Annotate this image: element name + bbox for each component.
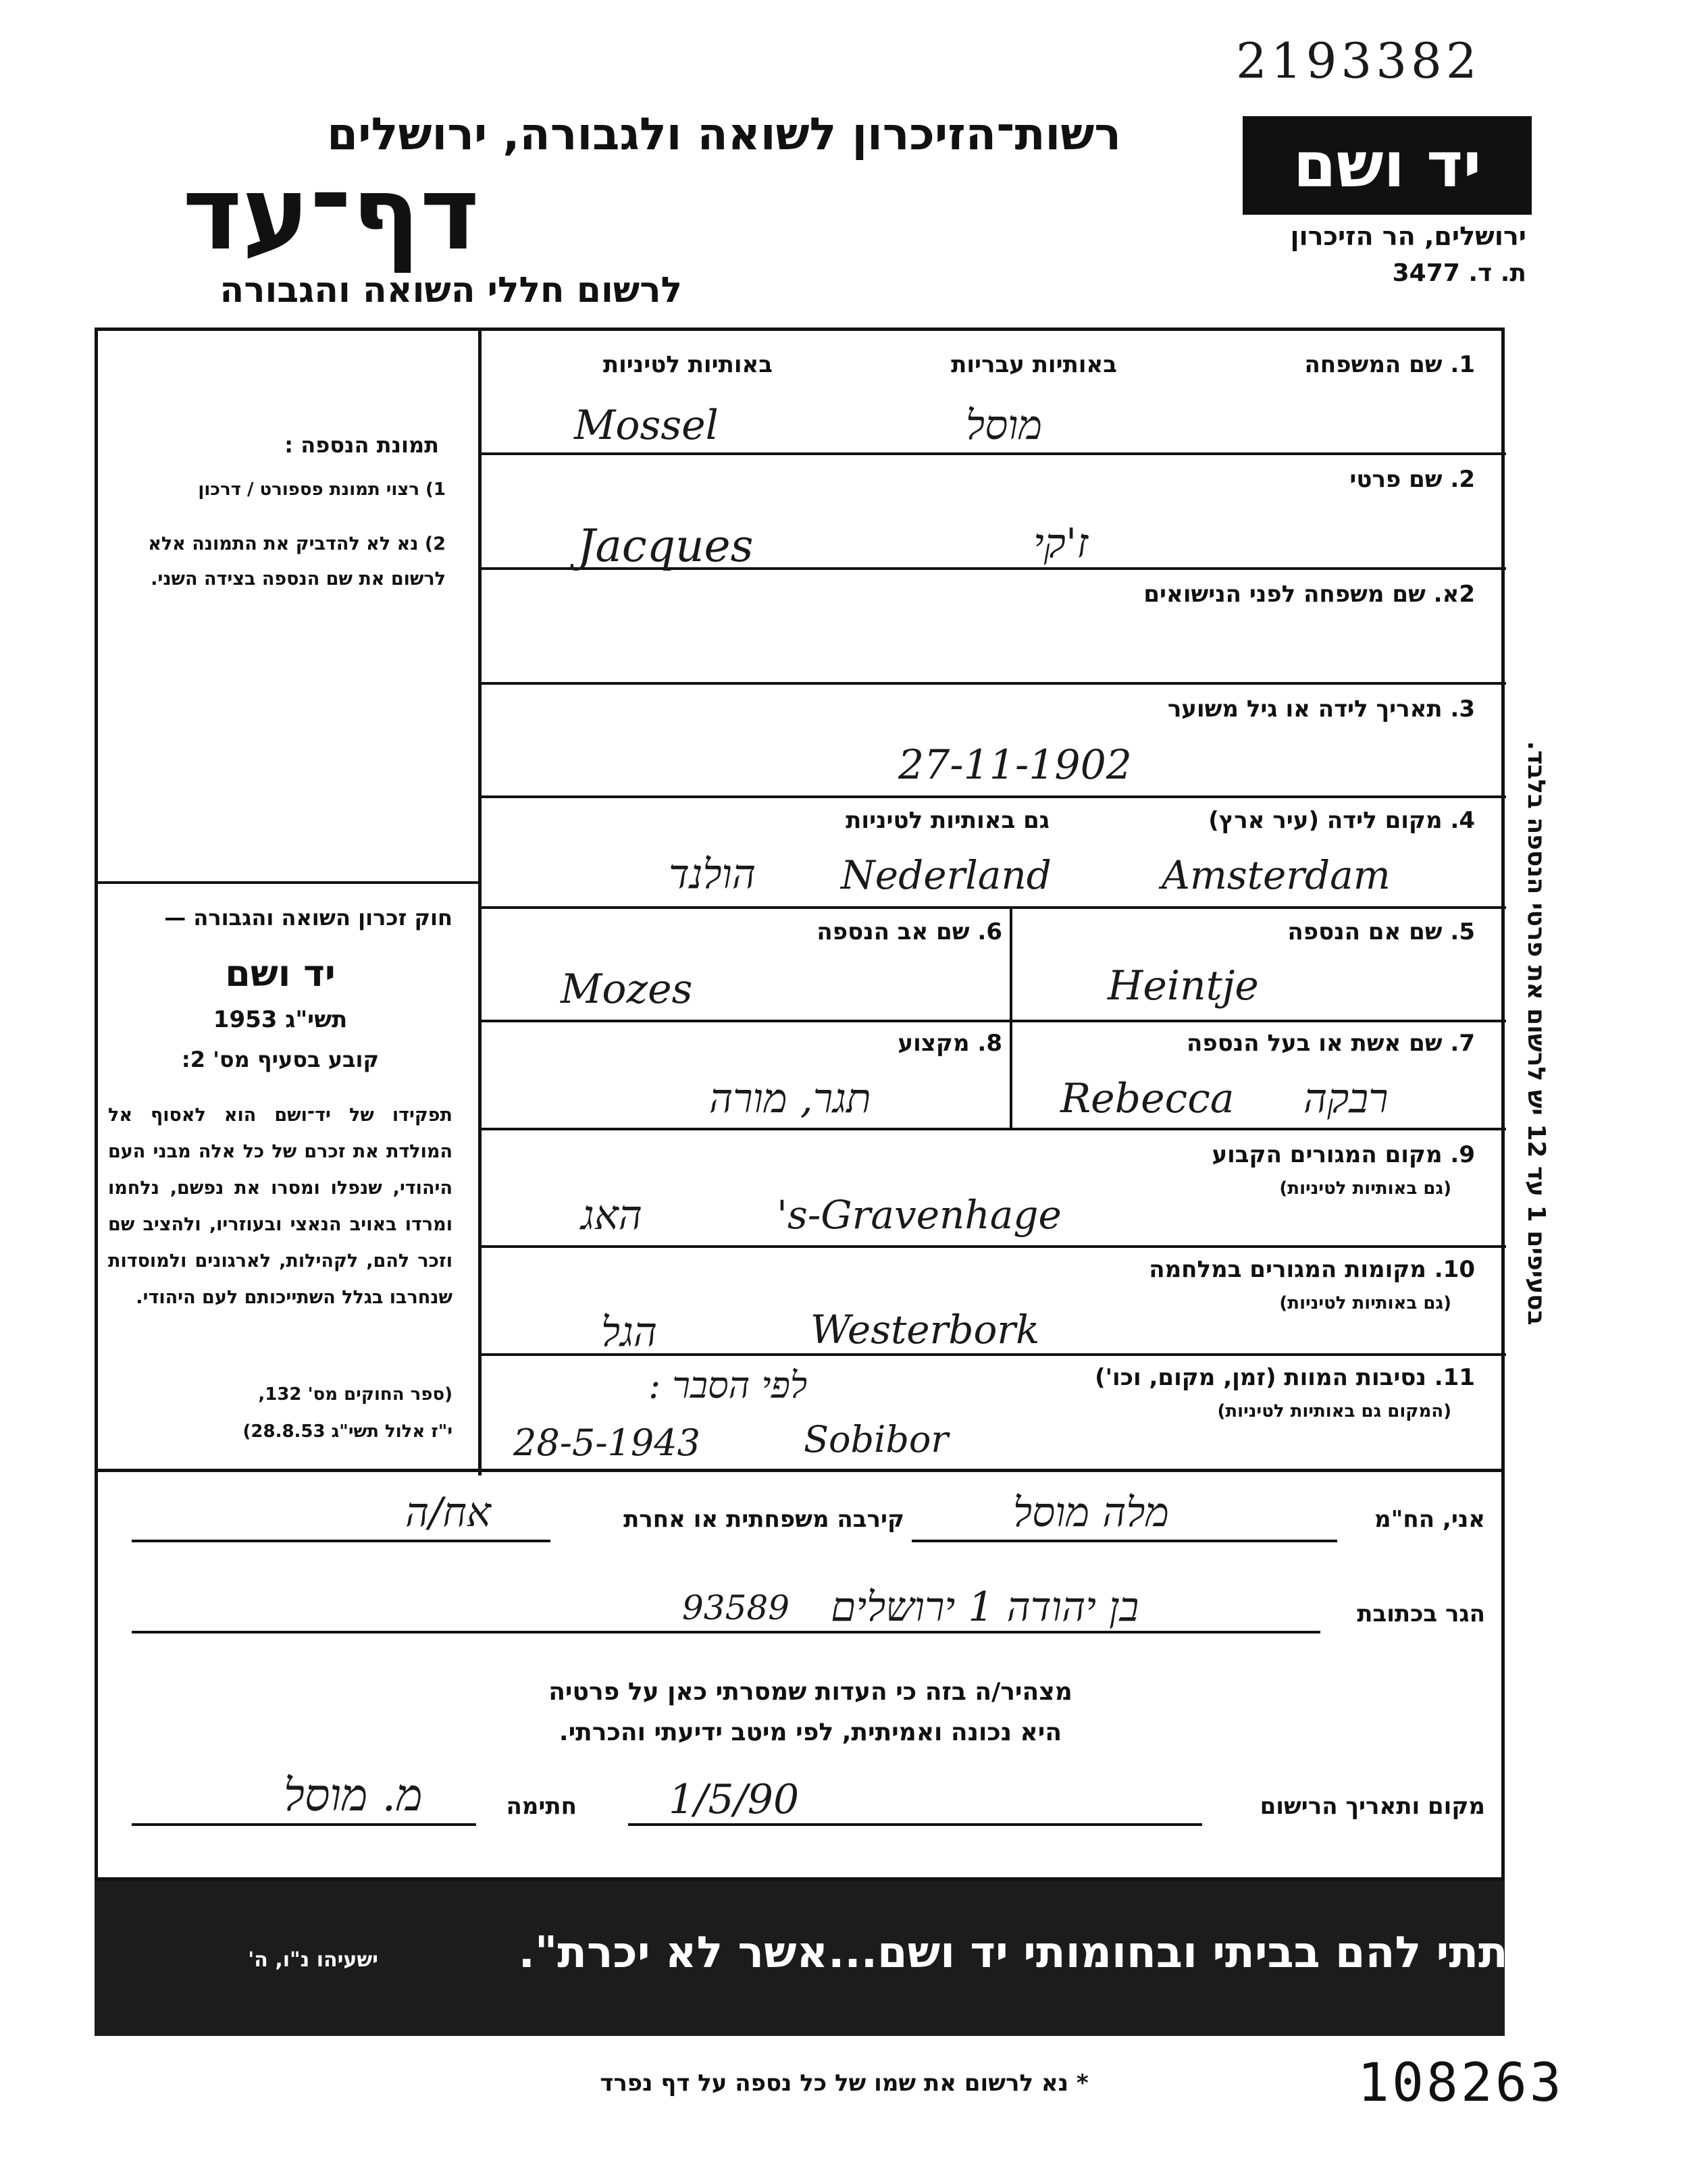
declaration-relation-line: [132, 1540, 550, 1542]
field-1-label: 1. שם המשפחה: [1304, 351, 1475, 378]
field-2-label: 2. שם פרטי: [1349, 466, 1475, 493]
row-line: [480, 1128, 1506, 1130]
field-11-place-value[interactable]: Sobibor: [804, 1418, 949, 1461]
field-4-city-value[interactable]: Amsterdam: [1162, 852, 1391, 898]
field-1-hebrew-col: באותיות עבריות: [951, 351, 1117, 378]
field-5-value[interactable]: Heintje: [1108, 962, 1259, 1010]
field-5-label: 5. שם אם הנספה: [1287, 918, 1475, 945]
column-divider: [478, 328, 482, 1475]
declaration-address-line: [132, 1631, 1320, 1633]
field-2-hebrew-value[interactable]: ז'קי: [1033, 520, 1089, 567]
stamp-number: 108263: [1357, 2053, 1564, 2114]
declaration-statement-1: מצהיר/ה בזה כי העדות שמסרתי כאן על פרטיה: [548, 1678, 1072, 1706]
declaration-relation-value[interactable]: אח/ה: [405, 1489, 491, 1536]
declaration-i-label: אני, הח"מ: [1374, 1506, 1485, 1533]
row-line: [480, 1020, 1506, 1022]
field-3-label: 3. תאריך לידה או גיל משוער: [1167, 696, 1475, 723]
field-6-label: 6. שם אב הנספה: [817, 918, 1002, 945]
field-2-latin-value[interactable]: Jacques: [577, 520, 754, 572]
signature-value[interactable]: מ. מוסל: [284, 1769, 423, 1821]
field-3-value[interactable]: 27-11-1902: [898, 741, 1132, 789]
quote-banner: [95, 1881, 1614, 2036]
row-line: [480, 452, 1506, 455]
field-4-label: 4. מקום לידה (עיר ארץ): [1208, 807, 1475, 834]
field-7-hebrew-value[interactable]: רבקה: [1303, 1075, 1389, 1122]
footer-note: * נא לרשום את שמו של כל נספה על דף נפרד: [600, 2070, 1089, 2097]
signature-line: [132, 1823, 476, 1826]
field-6-value[interactable]: Mozes: [561, 966, 693, 1013]
row-line: [480, 1245, 1506, 1248]
field-4-hebrew-value[interactable]: הולנד: [669, 851, 756, 898]
field-7-label: 7. שם אשת או בעל הנספה: [1187, 1030, 1475, 1057]
place-date-line: [628, 1823, 1202, 1826]
field-7-latin-value[interactable]: Rebecca: [1060, 1075, 1235, 1122]
declaration-address-value[interactable]: בן יהודה 1 ירושלים: [831, 1584, 1139, 1631]
logo-text: יד ושם: [1293, 129, 1482, 201]
law-section: קובע בסעיף מס' 2:: [181, 1047, 380, 1072]
field-11-date-value[interactable]: 28-5-1943: [513, 1421, 700, 1464]
field-2a-label: 2א. שם משפחה לפני הנישואים: [1143, 581, 1475, 608]
photo-box-item-2: 2) נא לא להדביק את התמונה אלא לרשום את שם הנספה בצידה השני.: [148, 533, 446, 590]
field-11-note-value[interactable]: לפי הסבר :: [648, 1364, 808, 1407]
authority-title: רשות־הזיכרון לשואה ולגבורה, ירושלים: [327, 108, 1121, 160]
field-9-hebrew-value[interactable]: האג: [581, 1192, 642, 1239]
side-note: בסעיפים 1 עד 12 יש לרשום את פרטי הנספה בלבד.: [1522, 741, 1550, 1326]
page-subtitle: לרשום חללי השואה והגבורה: [219, 270, 682, 311]
law-ref-2: י"ז אלול תשי"ג 28.8.53): [242, 1421, 452, 1442]
place-date-value[interactable]: 1/5/90: [669, 1776, 800, 1823]
declaration-zip-value[interactable]: 93589: [682, 1588, 790, 1627]
field-9-latin-value[interactable]: 's-Gravenhage: [777, 1192, 1062, 1238]
form-number: 2193382: [1236, 32, 1481, 89]
field-1-latin-value[interactable]: Mossel: [574, 402, 719, 449]
law-year: תשי"ג 1953: [213, 1006, 348, 1033]
declaration-i-line: [912, 1540, 1337, 1542]
row-line: [480, 682, 1506, 685]
field-10-hint: (גם באותיות לטיניות): [1279, 1293, 1451, 1313]
photo-box-item-1: 1) רצוי תמונת פספורט / דרכון: [198, 479, 446, 500]
yad-vashem-logo: [1243, 116, 1532, 215]
field-10-hebrew-value[interactable]: הגל: [601, 1309, 658, 1356]
field-8-value[interactable]: תגר, מורה: [709, 1075, 871, 1122]
row-split: [1010, 906, 1012, 1128]
field-10-latin-value[interactable]: Westerbork: [810, 1307, 1040, 1353]
field-9-label: 9. מקום המגורים הקבוע: [1212, 1141, 1475, 1168]
field-8-label: 8. מקצוע: [898, 1030, 1002, 1057]
declaration-i-value[interactable]: מלה מוסל: [1013, 1489, 1169, 1536]
law-heading: חוק זכרון השואה והגבורה —: [164, 905, 452, 931]
declaration-address-label: הגר בכתובת: [1357, 1600, 1485, 1627]
row-line: [480, 795, 1506, 798]
address-line-1: ירושלים, הר הזיכרון: [1290, 221, 1526, 251]
field-10-label: 10. מקומות המגורים במלחמה: [1149, 1256, 1475, 1283]
section-divider: [95, 1469, 1505, 1472]
row-line: [480, 906, 1506, 909]
left-box-divider: [95, 881, 480, 884]
banner-quote: "...ונתתי להם בביתי ובחומותי יד ושם...אשר לא יכרת".: [518, 1928, 1614, 1978]
law-ref-1: (ספר החוקים מס' 132,: [258, 1384, 452, 1405]
place-date-label: מקום ותאריך הרישום: [1260, 1793, 1485, 1820]
field-4-latin-hint: גם באותיות לטיניות: [846, 807, 1050, 834]
law-name: יד ושם: [225, 952, 336, 995]
signature-label: חתימה: [506, 1793, 577, 1820]
declaration-statement-2: היא נכונה ואמיתית, לפי מיטב ידיעתי והכרתי.: [559, 1719, 1062, 1746]
page-title: דף־עד: [182, 155, 480, 273]
field-4-country-value[interactable]: Nederland: [841, 852, 1052, 898]
banner-source: ישעיהו נ"ו, ה': [248, 1948, 378, 1972]
field-1-latin-col: באותיות לטיניות: [602, 351, 773, 378]
photo-box-title: תמונת הנספה :: [284, 432, 439, 458]
declaration-relation-label: קירבה משפחתית או אחרת: [623, 1506, 904, 1533]
field-11-label: 11. נסיבות המוות (זמן, מקום, וכו'): [1095, 1364, 1475, 1391]
law-body: תפקידו של יד־ושם הוא לאסוף אל המולדת את זכרם של כל אלה מבני העם היהודי, שנפלו ומסרו את נפשם, נלחמו ומרדו באויב הנאצי ובעוזריו, ולהציב שם וזכר להם, לקהילות, לארגונים ולמוסדות שנחרבו בגלל השתייכותם לעם היהודי.: [108, 1105, 452, 1308]
address-line-2: ת. ד. 3477: [1392, 259, 1526, 287]
field-11-hint: (המקום גם באותיות לטיניות): [1217, 1401, 1451, 1421]
field-9-hint: (גם באותיות לטיניות): [1279, 1178, 1451, 1199]
field-1-hebrew-value[interactable]: מוסל: [966, 402, 1043, 449]
